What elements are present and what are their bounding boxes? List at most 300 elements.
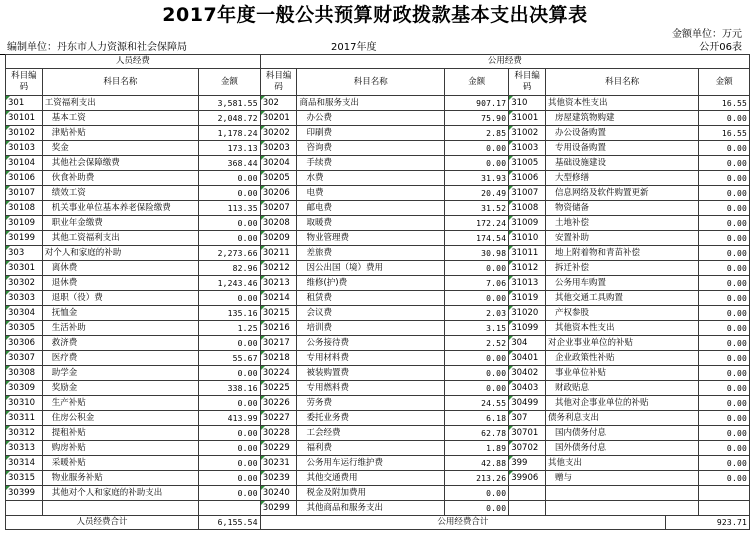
amount-cell: 213.26 <box>444 471 508 486</box>
cell-note-marker-icon <box>261 486 265 490</box>
group-personnel: 人员经费 <box>6 55 261 69</box>
code-cell: 30104 <box>6 156 43 171</box>
org-label: 编制单位：丹东市人力资源和社会保障局 <box>7 42 187 53</box>
name-cell: 其他工资福利支出 <box>42 231 198 246</box>
name-cell: 劳务费 <box>297 396 444 411</box>
totals-row <box>6 516 750 530</box>
table-row <box>6 276 750 291</box>
amount-cell: 0.00 <box>444 291 508 306</box>
code-cell: 30309 <box>6 381 43 396</box>
amount-cell: 2,273.66 <box>199 246 261 261</box>
code-cell: 30308 <box>6 366 43 381</box>
code-cell: 30224 <box>260 366 297 381</box>
amount-cell: 20.49 <box>444 186 508 201</box>
name-cell: 差旅费 <box>297 246 444 261</box>
name-cell: 职业年金缴费 <box>42 216 198 231</box>
table-row <box>6 441 750 456</box>
amount-cell: 0.00 <box>199 231 261 246</box>
code-cell: 307 <box>509 411 546 426</box>
cell-note-marker-icon <box>509 201 513 205</box>
amount-cell: 0.00 <box>699 306 750 321</box>
amount-cell: 0.00 <box>699 411 750 426</box>
name-cell: 生产补贴 <box>42 396 198 411</box>
name-cell: 税金及附加费用 <box>297 486 444 501</box>
table-row <box>6 456 750 471</box>
cell-note-marker-icon <box>6 381 10 385</box>
amount-cell: 1,243.46 <box>199 276 261 291</box>
code-cell: 303 <box>6 246 43 261</box>
col-amount-3: 金额 <box>699 69 750 96</box>
name-cell: 地上附着物和青苗补偿 <box>545 246 698 261</box>
cell-note-marker-icon <box>261 216 265 220</box>
cell-note-marker-icon <box>261 96 265 100</box>
code-cell: 30311 <box>6 411 43 426</box>
amount-cell: 31.52 <box>444 201 508 216</box>
name-cell: 离休费 <box>42 261 198 276</box>
amount-cell: 0.00 <box>444 156 508 171</box>
amount-unit: 金额单位：万元 <box>672 29 742 40</box>
amount-cell: 0.00 <box>199 216 261 231</box>
table-row <box>6 411 750 426</box>
code-cell: 30109 <box>6 216 43 231</box>
amount-cell: 113.35 <box>199 201 261 216</box>
cell-note-marker-icon <box>509 441 513 445</box>
amount-cell: 0.00 <box>699 171 750 186</box>
amount-cell: 0.00 <box>699 396 750 411</box>
public-total-value: 923.71 <box>666 516 750 530</box>
code-cell: 31002 <box>509 126 546 141</box>
code-cell: 31006 <box>509 171 546 186</box>
code-cell: 30208 <box>260 216 297 231</box>
name-cell: 专用材料费 <box>297 351 444 366</box>
code-cell: 30701 <box>509 426 546 441</box>
public-total-label: 公用经费合计 <box>260 516 665 530</box>
code-cell: 30702 <box>509 441 546 456</box>
code-cell: 31003 <box>509 141 546 156</box>
code-cell: 302 <box>260 96 297 111</box>
name-cell: 咨询费 <box>297 141 444 156</box>
table-row <box>6 336 750 351</box>
name-cell: 企业政策性补贴 <box>545 351 698 366</box>
name-cell: 债务利息支出 <box>545 411 698 426</box>
table-row <box>6 231 750 246</box>
amount-cell: 174.54 <box>444 231 508 246</box>
amount-cell: 0.00 <box>699 321 750 336</box>
code-cell: 39906 <box>509 471 546 486</box>
amount-cell: 0.00 <box>444 381 508 396</box>
name-cell: 赠与 <box>545 471 698 486</box>
cell-note-marker-icon <box>6 396 10 400</box>
code-cell: 30212 <box>260 261 297 276</box>
cell-note-marker-icon <box>509 291 513 295</box>
code-cell: 31011 <box>509 246 546 261</box>
cell-note-marker-icon <box>261 291 265 295</box>
name-cell: 维修(护)费 <box>297 276 444 291</box>
column-header-row <box>6 69 750 96</box>
name-cell: 会议费 <box>297 306 444 321</box>
code-cell: 30211 <box>260 246 297 261</box>
name-cell: 基本工资 <box>42 111 198 126</box>
cell-note-marker-icon <box>509 96 513 100</box>
amount-cell: 0.00 <box>699 201 750 216</box>
cell-note-marker-icon <box>6 261 10 265</box>
amount-cell: 0.00 <box>199 486 261 501</box>
code-cell: 31005 <box>509 156 546 171</box>
code-cell: 30201 <box>260 111 297 126</box>
name-cell: 水费 <box>297 171 444 186</box>
name-cell <box>42 501 198 516</box>
col-code-1: 科目编码 <box>6 69 43 96</box>
amount-cell: 172.24 <box>444 216 508 231</box>
name-cell: 事业单位补贴 <box>545 366 698 381</box>
cell-note-marker-icon <box>261 501 265 505</box>
cell-note-marker-icon <box>261 351 265 355</box>
cell-note-marker-icon <box>509 366 513 370</box>
personnel-total-label: 人员经费合计 <box>6 516 199 530</box>
name-cell: 拆迁补偿 <box>545 261 698 276</box>
cell-note-marker-icon <box>509 426 513 430</box>
cell-note-marker-icon <box>261 246 265 250</box>
cell-note-marker-icon <box>509 231 513 235</box>
code-cell: 30301 <box>6 261 43 276</box>
cell-note-marker-icon <box>509 171 513 175</box>
amount-cell: 0.00 <box>444 351 508 366</box>
name-cell: 福利费 <box>297 441 444 456</box>
name-cell: 产权参股 <box>545 306 698 321</box>
amount-cell <box>699 501 750 516</box>
table-row <box>6 171 750 186</box>
amount-cell: 1.25 <box>199 321 261 336</box>
amount-cell: 0.00 <box>699 336 750 351</box>
cell-note-marker-icon <box>261 366 265 370</box>
cell-note-marker-icon <box>261 126 265 130</box>
name-cell: 救济费 <box>42 336 198 351</box>
cell-note-marker-icon <box>6 336 10 340</box>
code-cell: 30108 <box>6 201 43 216</box>
cell-note-marker-icon <box>6 126 10 130</box>
cell-note-marker-icon <box>509 186 513 190</box>
name-cell: 商品和服务支出 <box>297 96 444 111</box>
code-cell: 310 <box>509 96 546 111</box>
table-row <box>6 186 750 201</box>
cell-note-marker-icon <box>6 366 10 370</box>
amount-cell: 0.00 <box>699 291 750 306</box>
table-row <box>6 246 750 261</box>
amount-cell: 0.00 <box>699 456 750 471</box>
cell-note-marker-icon <box>509 351 513 355</box>
name-cell <box>545 486 698 501</box>
name-cell: 其他交通工具购置 <box>545 291 698 306</box>
code-cell: 31008 <box>509 201 546 216</box>
code-cell: 30205 <box>260 171 297 186</box>
code-cell: 30307 <box>6 351 43 366</box>
cell-note-marker-icon <box>6 276 10 280</box>
code-cell: 31007 <box>509 186 546 201</box>
table-row <box>6 291 750 306</box>
name-cell: 邮电费 <box>297 201 444 216</box>
cell-note-marker-icon <box>6 456 10 460</box>
cell-note-marker-icon <box>509 471 513 475</box>
name-cell: 退职（役）费 <box>42 291 198 306</box>
amount-cell: 1.89 <box>444 441 508 456</box>
code-cell: 301 <box>6 96 43 111</box>
cell-note-marker-icon <box>6 246 10 250</box>
code-cell: 30217 <box>260 336 297 351</box>
code-cell: 30214 <box>260 291 297 306</box>
code-cell: 30303 <box>6 291 43 306</box>
cell-note-marker-icon <box>509 276 513 280</box>
code-cell: 30312 <box>6 426 43 441</box>
amount-cell: 0.00 <box>199 171 261 186</box>
name-cell: 提租补贴 <box>42 426 198 441</box>
cell-note-marker-icon <box>509 261 513 265</box>
col-amount-1: 金额 <box>199 69 261 96</box>
cell-note-marker-icon <box>509 411 513 415</box>
table-row <box>6 306 750 321</box>
amount-cell: 0.00 <box>199 336 261 351</box>
name-cell: 绩效工资 <box>42 186 198 201</box>
amount-cell: 0.00 <box>199 456 261 471</box>
name-cell: 国外债务付息 <box>545 441 698 456</box>
cell-note-marker-icon <box>261 456 265 460</box>
code-cell: 304 <box>509 336 546 351</box>
name-cell: 其他资本性支出 <box>545 321 698 336</box>
name-cell: 专用燃料费 <box>297 381 444 396</box>
name-cell: 其他支出 <box>545 456 698 471</box>
cell-note-marker-icon <box>6 216 10 220</box>
expenditure-table-wrapper <box>5 54 750 530</box>
amount-cell: 338.16 <box>199 381 261 396</box>
group-public: 公用经费 <box>260 55 749 69</box>
amount-cell: 0.00 <box>699 261 750 276</box>
name-cell: 医疗费 <box>42 351 198 366</box>
code-cell: 30218 <box>260 351 297 366</box>
cell-note-marker-icon <box>261 141 265 145</box>
table-row <box>6 201 750 216</box>
amount-cell: 0.00 <box>699 111 750 126</box>
cell-note-marker-icon <box>6 321 10 325</box>
cell-note-marker-icon <box>6 186 10 190</box>
name-cell: 工会经费 <box>297 426 444 441</box>
cell-note-marker-icon <box>261 276 265 280</box>
cell-note-marker-icon <box>261 171 265 175</box>
report-title: 2017年度一般公共预算财政拨款基本支出决算表 <box>162 4 588 26</box>
cell-note-marker-icon <box>509 246 513 250</box>
code-cell: 30203 <box>260 141 297 156</box>
code-cell: 30102 <box>6 126 43 141</box>
cell-note-marker-icon <box>6 411 10 415</box>
code-cell: 30306 <box>6 336 43 351</box>
amount-cell: 31.93 <box>444 171 508 186</box>
amount-cell: 16.55 <box>699 96 750 111</box>
amount-cell: 55.67 <box>199 351 261 366</box>
cell-note-marker-icon <box>261 111 265 115</box>
amount-cell: 135.16 <box>199 306 261 321</box>
amount-cell: 62.78 <box>444 426 508 441</box>
expenditure-table <box>5 54 750 530</box>
table-row <box>6 321 750 336</box>
name-cell: 专用设备购置 <box>545 141 698 156</box>
code-cell: 30213 <box>260 276 297 291</box>
cell-note-marker-icon <box>509 396 513 400</box>
amount-cell: 0.00 <box>444 366 508 381</box>
cell-note-marker-icon <box>509 126 513 130</box>
name-cell: 对企业事业单位的补贴 <box>545 336 698 351</box>
name-cell: 土地补偿 <box>545 216 698 231</box>
amount-cell: 368.44 <box>199 156 261 171</box>
col-name-2: 科目名称 <box>297 69 444 96</box>
code-cell: 30204 <box>260 156 297 171</box>
name-cell: 培训费 <box>297 321 444 336</box>
cell-note-marker-icon <box>6 426 10 430</box>
code-cell: 30101 <box>6 111 43 126</box>
table-row <box>6 426 750 441</box>
name-cell: 其他商品和服务支出 <box>297 501 444 516</box>
amount-cell: 42.88 <box>444 456 508 471</box>
cell-note-marker-icon <box>6 111 10 115</box>
amount-cell: 0.00 <box>444 501 508 516</box>
code-cell: 31009 <box>509 216 546 231</box>
amount-cell: 16.55 <box>699 126 750 141</box>
amount-cell <box>699 486 750 501</box>
name-cell: 其他对企事业单位的补贴 <box>545 396 698 411</box>
name-cell: 抚恤金 <box>42 306 198 321</box>
name-cell: 财政贴息 <box>545 381 698 396</box>
cell-note-marker-icon <box>6 471 10 475</box>
table-row <box>6 501 750 516</box>
amount-cell: 0.00 <box>699 216 750 231</box>
code-cell: 30302 <box>6 276 43 291</box>
table-row <box>6 156 750 171</box>
cell-note-marker-icon <box>509 156 513 160</box>
cell-note-marker-icon <box>261 471 265 475</box>
name-cell: 印刷费 <box>297 126 444 141</box>
cell-note-marker-icon <box>6 351 10 355</box>
table-row <box>6 111 750 126</box>
name-cell: 手续费 <box>297 156 444 171</box>
code-cell: 30403 <box>509 381 546 396</box>
col-code-3: 科目编码 <box>509 69 546 96</box>
table-row <box>6 381 750 396</box>
code-cell: 30216 <box>260 321 297 336</box>
code-cell: 30231 <box>260 456 297 471</box>
cell-note-marker-icon <box>261 396 265 400</box>
cell-note-marker-icon <box>261 186 265 190</box>
code-cell: 30199 <box>6 231 43 246</box>
code-cell: 30239 <box>260 471 297 486</box>
code-cell: 30314 <box>6 456 43 471</box>
cell-note-marker-icon <box>509 141 513 145</box>
name-cell: 退休费 <box>42 276 198 291</box>
amount-cell: 0.00 <box>699 231 750 246</box>
name-cell: 办公费 <box>297 111 444 126</box>
amount-cell: 7.06 <box>444 276 508 291</box>
amount-cell: 2.03 <box>444 306 508 321</box>
amount-cell: 0.00 <box>199 471 261 486</box>
cell-note-marker-icon <box>261 336 265 340</box>
code-cell: 30202 <box>260 126 297 141</box>
amount-cell: 1,178.24 <box>199 126 261 141</box>
name-cell: 生活补助 <box>42 321 198 336</box>
code-cell: 30399 <box>6 486 43 501</box>
name-cell: 房屋建筑物购建 <box>545 111 698 126</box>
name-cell: 办公设备购置 <box>545 126 698 141</box>
cell-note-marker-icon <box>509 456 513 460</box>
form-id: 公开06表 <box>699 42 742 53</box>
name-cell: 其他社会保障缴费 <box>42 156 198 171</box>
code-cell: 30304 <box>6 306 43 321</box>
cell-note-marker-icon <box>261 381 265 385</box>
name-cell: 工资福利支出 <box>42 96 198 111</box>
col-name-1: 科目名称 <box>42 69 198 96</box>
name-cell: 因公出国（境）费用 <box>297 261 444 276</box>
group-header-row <box>6 55 750 69</box>
name-cell: 公务用车购置 <box>545 276 698 291</box>
table-row <box>6 351 750 366</box>
table-row <box>6 396 750 411</box>
amount-cell: 0.00 <box>444 261 508 276</box>
cell-note-marker-icon <box>509 306 513 310</box>
code-cell: 30229 <box>260 441 297 456</box>
code-cell <box>6 501 43 516</box>
amount-cell <box>199 501 261 516</box>
cell-note-marker-icon <box>6 486 10 490</box>
name-cell <box>545 501 698 516</box>
code-cell: 30209 <box>260 231 297 246</box>
amount-cell: 82.96 <box>199 261 261 276</box>
amount-cell: 0.00 <box>199 396 261 411</box>
name-cell: 机关事业单位基本养老保险缴费 <box>42 201 198 216</box>
table-row <box>6 471 750 486</box>
code-cell: 30310 <box>6 396 43 411</box>
name-cell: 电费 <box>297 186 444 201</box>
name-cell: 大型修缮 <box>545 171 698 186</box>
cell-note-marker-icon <box>6 141 10 145</box>
amount-cell: 0.00 <box>199 186 261 201</box>
cell-note-marker-icon <box>261 306 265 310</box>
amount-cell: 0.00 <box>699 186 750 201</box>
amount-cell: 0.00 <box>699 366 750 381</box>
name-cell: 物业管理费 <box>297 231 444 246</box>
name-cell: 被装购置费 <box>297 366 444 381</box>
amount-cell: 0.00 <box>199 426 261 441</box>
table-row <box>6 96 750 111</box>
code-cell: 31012 <box>509 261 546 276</box>
name-cell: 公务接待费 <box>297 336 444 351</box>
code-cell: 30401 <box>509 351 546 366</box>
table-row <box>6 366 750 381</box>
year-label: 2017年度 <box>331 42 377 53</box>
name-cell: 安置补助 <box>545 231 698 246</box>
code-cell <box>509 501 546 516</box>
code-cell: 30402 <box>509 366 546 381</box>
cell-note-marker-icon <box>509 111 513 115</box>
code-cell: 30313 <box>6 441 43 456</box>
name-cell: 奖励金 <box>42 381 198 396</box>
amount-cell: 3,581.55 <box>199 96 261 111</box>
amount-cell: 413.99 <box>199 411 261 426</box>
code-cell: 30499 <box>509 396 546 411</box>
amount-cell: 0.00 <box>199 441 261 456</box>
col-name-3: 科目名称 <box>545 69 698 96</box>
name-cell: 租赁费 <box>297 291 444 306</box>
code-cell: 30228 <box>260 426 297 441</box>
name-cell: 其他交通费用 <box>297 471 444 486</box>
code-cell: 30305 <box>6 321 43 336</box>
cell-note-marker-icon <box>509 336 513 340</box>
code-cell: 30206 <box>260 186 297 201</box>
code-cell: 399 <box>509 456 546 471</box>
